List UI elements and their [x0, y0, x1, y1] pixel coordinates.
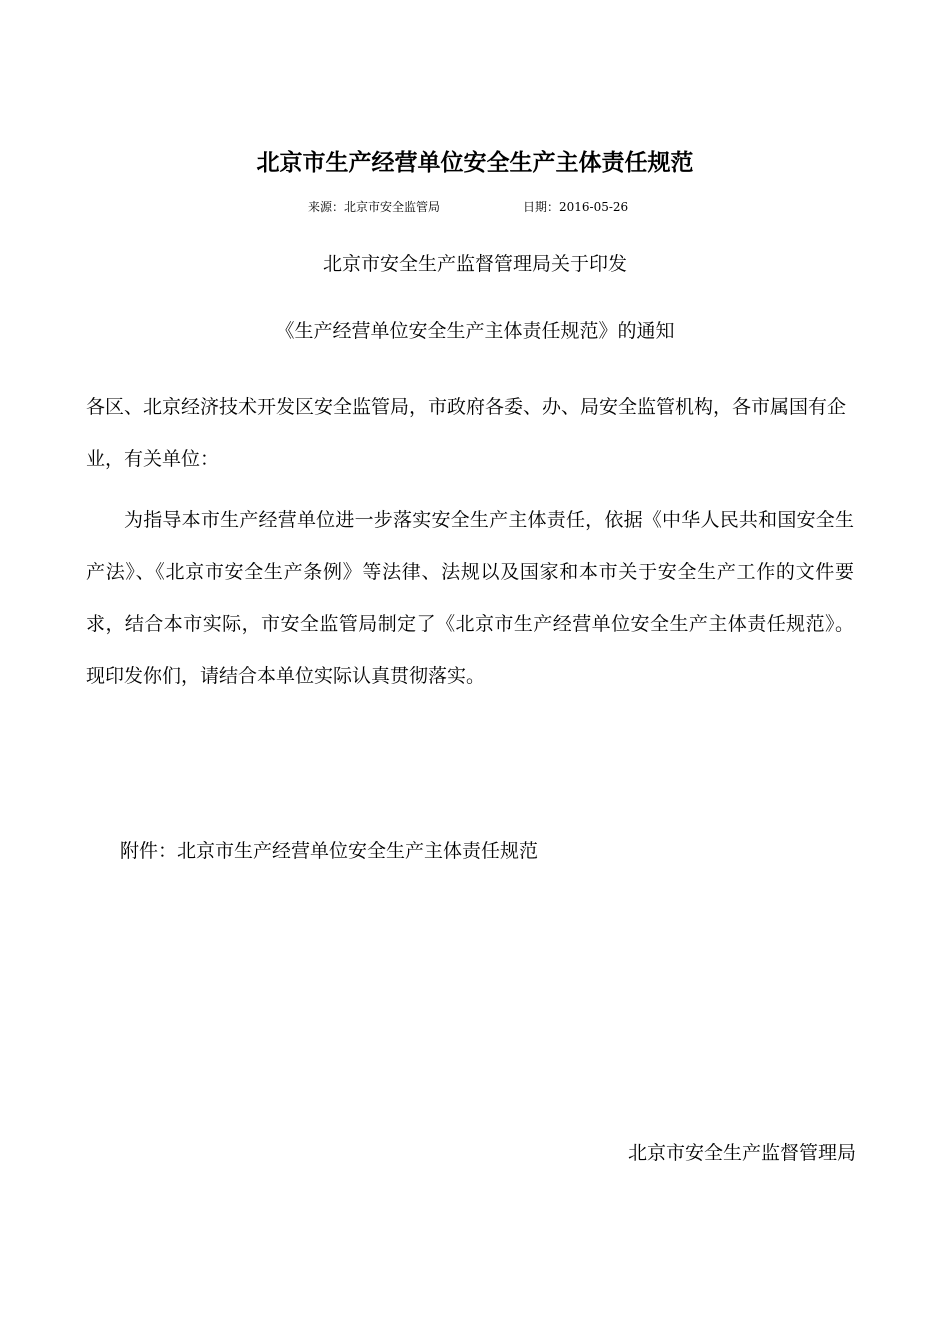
date-meta: 日期：2016-05-26	[523, 200, 629, 214]
notice-subtitle-line2: 《生产经营单位安全生产主体责任规范》的通知	[275, 320, 675, 342]
issuer-signature: 北京市安全生产监督管理局	[627, 1142, 856, 1164]
addressee-paragraph: 各区、北京经济技术开发区安全监管局，市政府各委、办、局安全监管机构，各市属国有企业，有关单位：	[86, 396, 847, 470]
attachment-line: 附件：北京市生产经营单位安全生产主体责任规范	[120, 840, 539, 862]
body-paragraph: 为指导本市生产经营单位进一步落实安全生产主体责任，依据《中华人民共和国安全生产法》、《北京市安全生产条例》等法律、法规以及国家和本市关于安全生产工作的文件要求，结合本市实际，市安全监管局制定了《北京市生产经营单位安全生产主体责任规范》。现印发你们，请结合本单位实际认真贯彻落实。	[86, 509, 854, 687]
document-title: 北京市生产经营单位安全生产主体责任规范	[256, 150, 694, 176]
source-meta: 来源：北京市安全监管局	[308, 200, 441, 214]
notice-subtitle-line1: 北京市安全生产监督管理局关于印发	[322, 253, 627, 275]
